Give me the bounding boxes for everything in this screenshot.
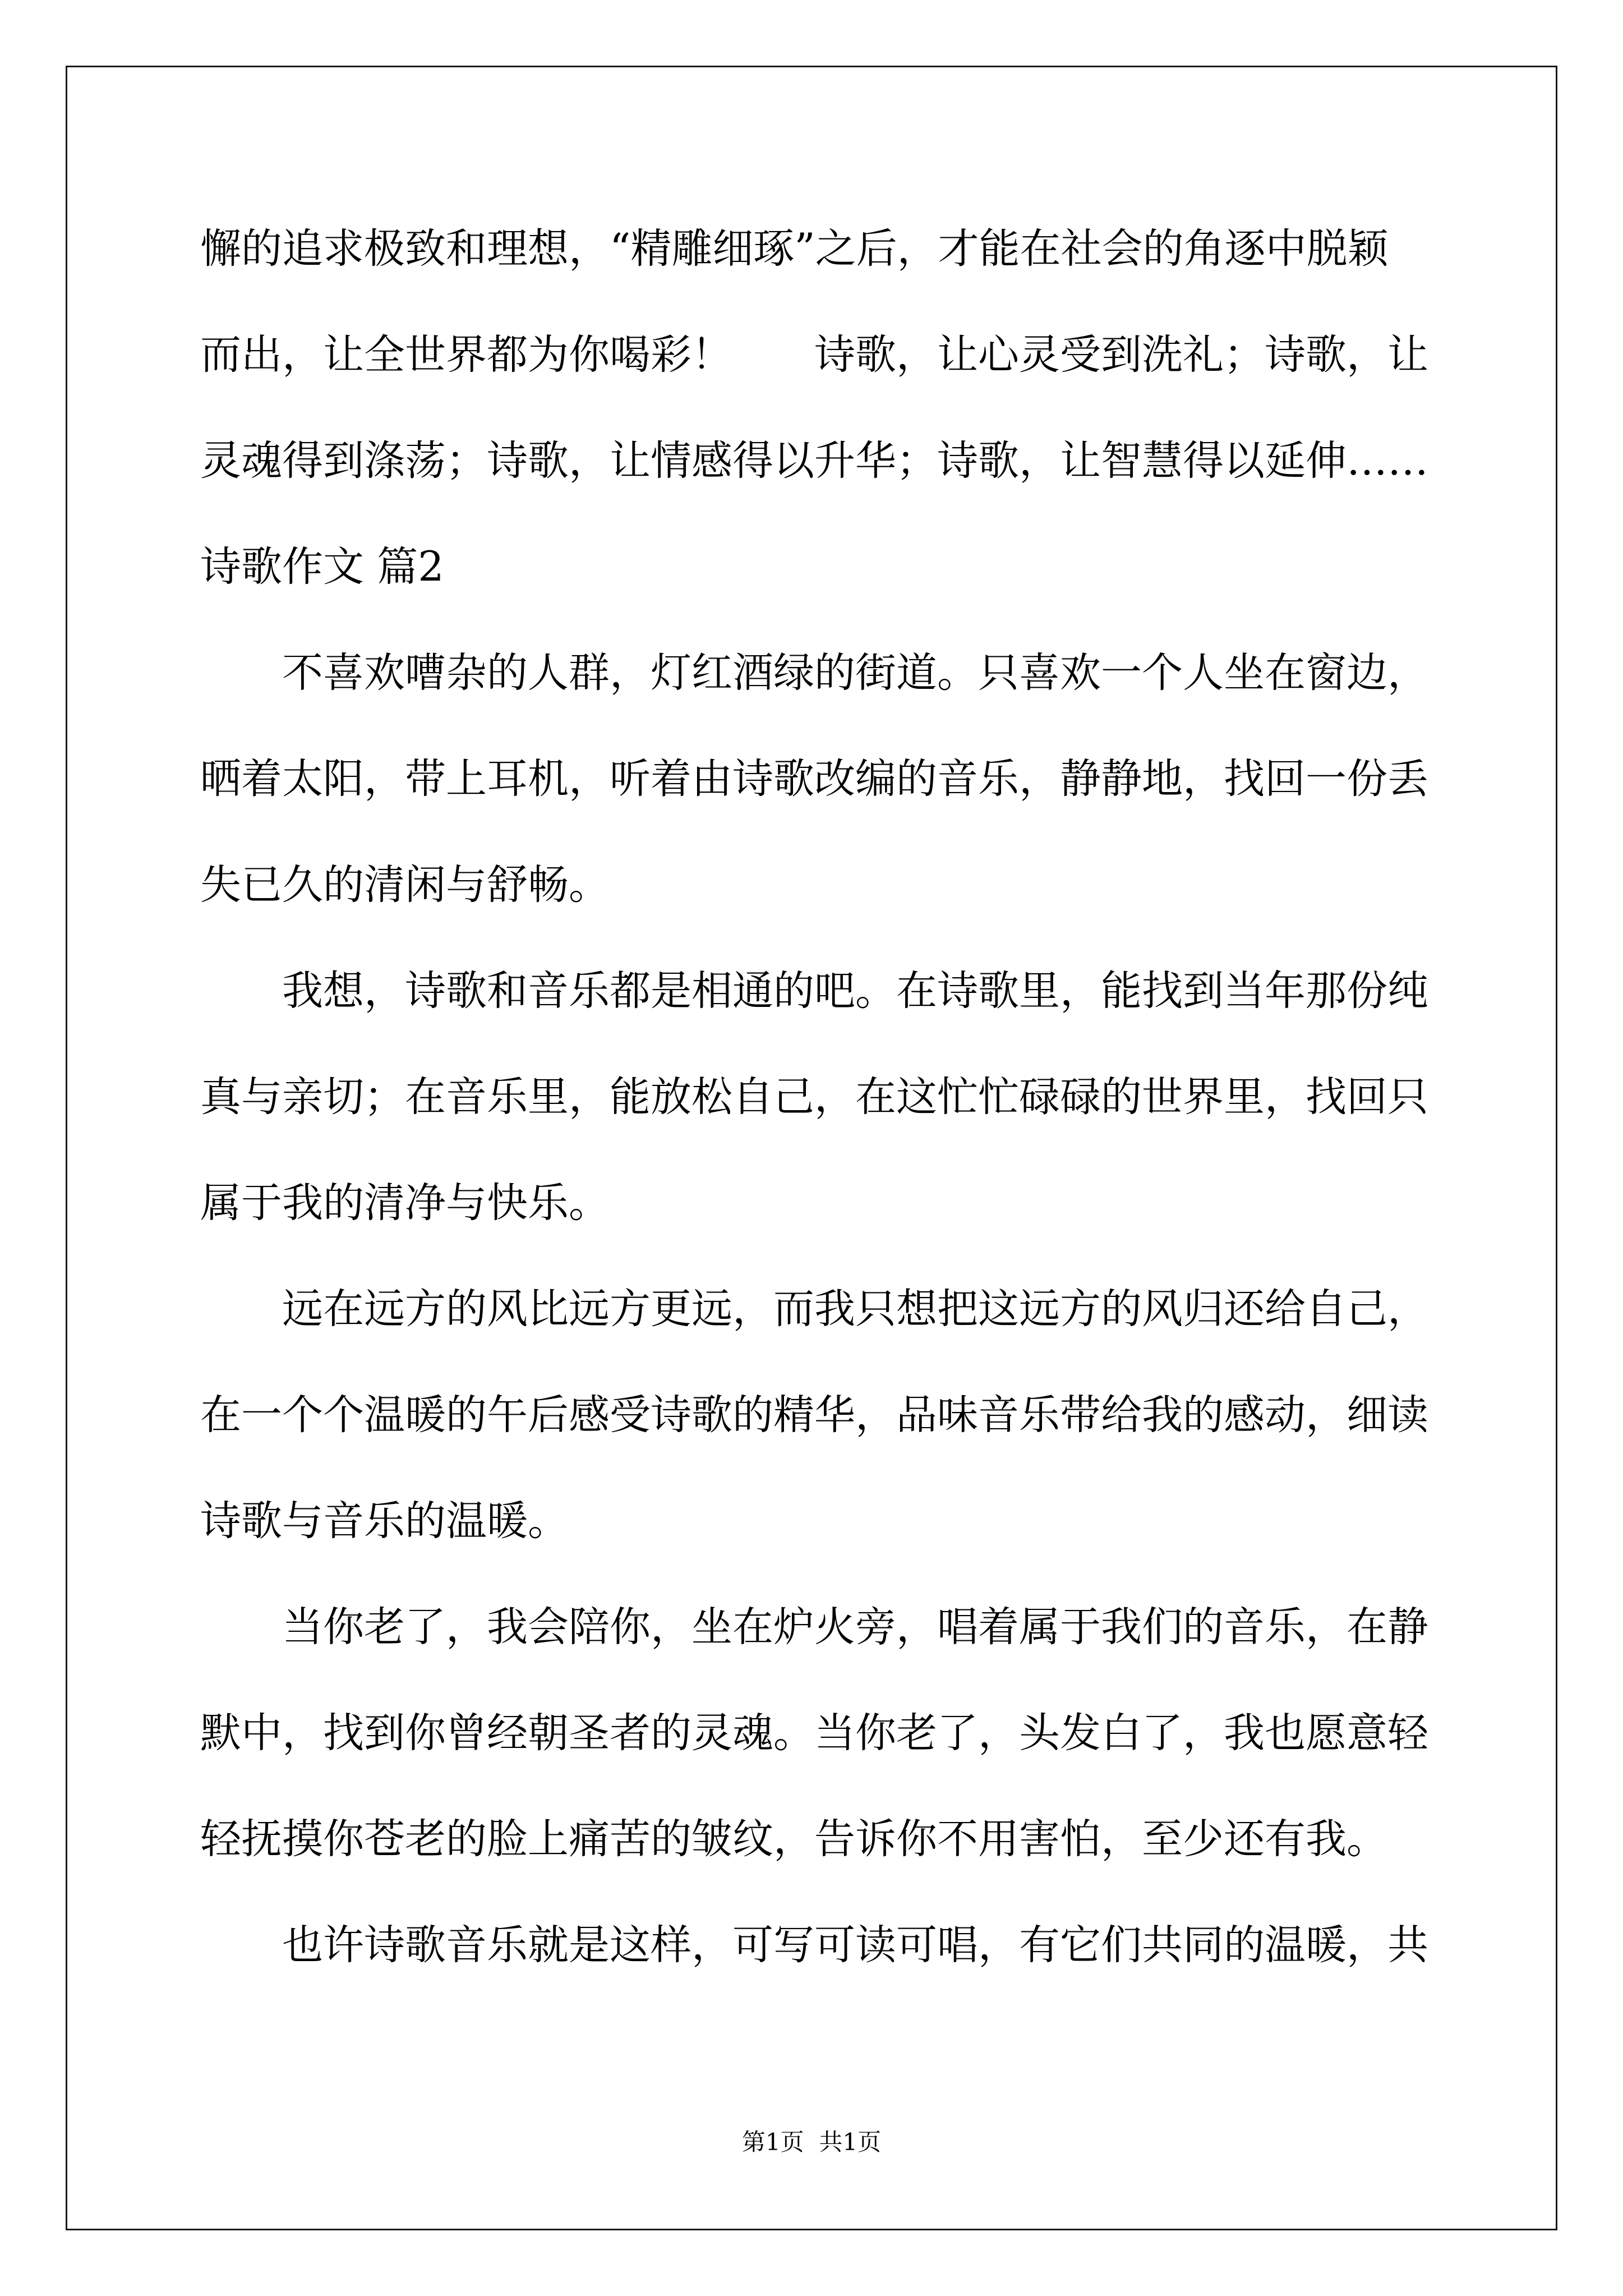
page-footer: 第1页 共1页 — [741, 2128, 882, 2156]
text-line: 远在远方的风比远方更远，而我只想把这远方的风归还给自己， — [282, 1285, 1428, 1333]
paragraph — [200, 938, 1434, 1256]
paragraph — [200, 1892, 1434, 1998]
text-line: 也许诗歌音乐就是这样，可写可读可唱，有它们共同的温暖，共 — [282, 1921, 1428, 1969]
text-line: 当你老了，我会陪你，坐在炉火旁，唱着属于我们的音乐，在静 — [282, 1603, 1428, 1651]
text-line: 失已久的清闲与舒畅。 — [200, 861, 610, 909]
continued-paragraph — [200, 196, 1434, 514]
document-body — [200, 196, 1434, 1998]
text-line: 真与亲切；在音乐里，能放松自己，在这忙忙碌碌的世界里，找回只 — [200, 1073, 1428, 1121]
paragraph — [200, 1574, 1434, 1892]
section-heading: 诗歌作文 篇2 — [200, 543, 444, 591]
text-line: 我想，诗歌和音乐都是相通的吧。在诗歌里，能找到当年那份纯 — [282, 967, 1428, 1015]
text-line: 默中，找到你曾经朝圣者的灵魂。当你老了，头发白了，我也愿意轻 — [200, 1709, 1428, 1757]
text-line: 灵魂得到涤荡；诗歌，让情感得以升华；诗歌，让智慧得以延伸…… — [200, 437, 1428, 485]
text-line: 不喜欢嘈杂的人群，灯红酒绿的街道。只喜欢一个人坐在窗边， — [282, 649, 1428, 697]
text-line: 属于我的清净与快乐。 — [200, 1179, 610, 1227]
text-line: 懈的追求极致和理想，“精雕细琢”之后，才能在社会的角逐中脱颖 — [200, 225, 1389, 273]
text-line: 诗歌与音乐的温暖。 — [200, 1497, 569, 1545]
paragraph — [200, 1256, 1434, 1574]
text-line: 轻抚摸你苍老的脸上痛苦的皱纹，告诉你不用害怕，至少还有我。 — [200, 1815, 1387, 1863]
text-line: 而出，让全世界都为你喝彩！ 诗歌，让心灵受到洗礼；诗歌，让 — [200, 331, 1428, 379]
paragraph — [200, 620, 1434, 938]
text-line: 在一个个温暖的午后感受诗歌的精华，品味音乐带给我的感动，细读 — [200, 1391, 1428, 1439]
text-line: 晒着太阳，带上耳机，听着由诗歌改编的音乐，静静地，找回一份丢 — [200, 755, 1428, 803]
